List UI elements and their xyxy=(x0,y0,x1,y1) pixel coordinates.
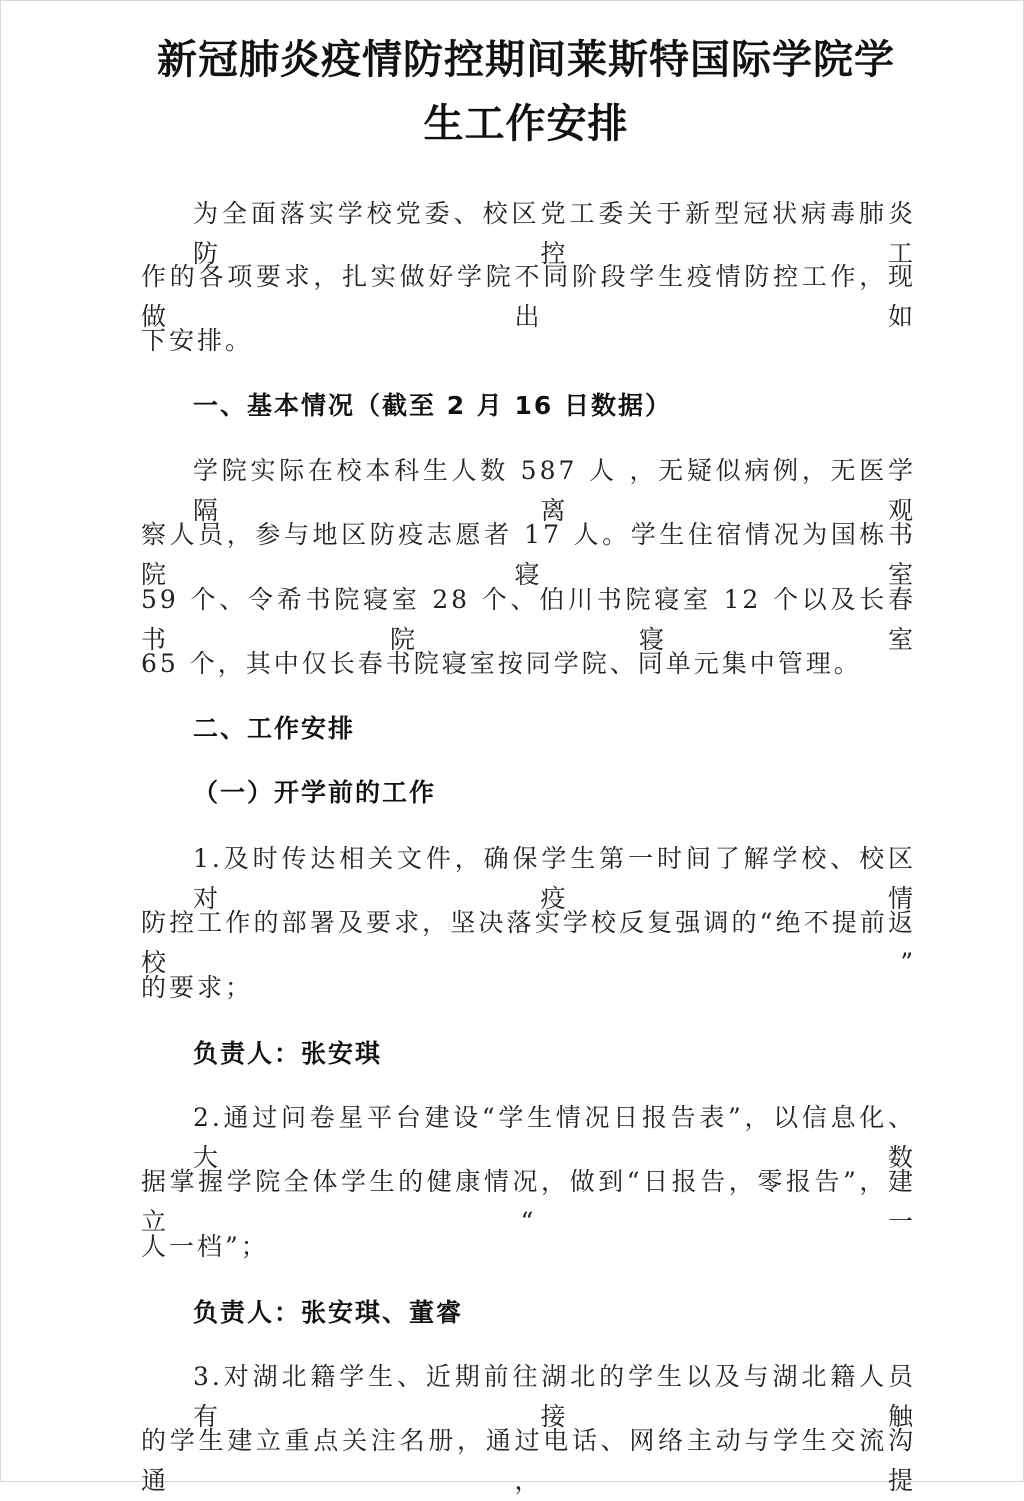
intro-line-1: 为全面落实学校党委、校区党工委关于新型冠状病毒肺炎防控工 xyxy=(193,199,916,268)
item2-owner: 负责人：张安琪、董睿 xyxy=(193,1298,464,1327)
document-title-line-1: 新冠肺炎疫情防控期间莱斯特国际学院学 xyxy=(157,37,895,83)
item2-line-3: 人一档”； xyxy=(141,1232,269,1261)
item2-line-2: 据掌握学院全体学生的健康情况，做到“日报告，零报告”，建立“一 xyxy=(141,1167,916,1236)
section1-line-3: 59 个、令希书院寝室 28 个、伯川书院寝室 12 个以及长春书院寝室 xyxy=(141,585,916,654)
section1-heading: 一、基本情况（截至 2 月 16 日数据） xyxy=(193,391,673,420)
intro-line-2: 作的各项要求，扎实做好学院不同阶段学生疫情防控工作，现做出如 xyxy=(141,262,916,331)
item1-owner: 负责人：张安琪 xyxy=(193,1039,383,1068)
item1-line-3: 的要求； xyxy=(141,973,254,1002)
item2-line-1: 2.通过问卷星平台建设“学生情况日报告表”，以信息化、大数 xyxy=(193,1103,916,1172)
section1-line-4: 65 个，其中仅长春书院寝室按同学院、同单元集中管理。 xyxy=(141,649,862,678)
item1-line-2: 防控工作的部署及要求，坚决落实学校反复强调的“绝不提前返校” xyxy=(141,908,916,977)
subsection1-heading: （一）开学前的工作 xyxy=(193,778,437,807)
section1-line-1: 学院实际在校本科生人数 587 人 ，无疑似病例，无医学隔离观 xyxy=(193,456,916,525)
section1-line-2: 察人员，参与地区防疫志愿者 17 人。学生住宿情况为国栋书院寝室 xyxy=(141,520,916,589)
intro-line-3: 下安排。 xyxy=(141,326,254,355)
item3-line-2: 的学生建立重点关注名册，通过电话、网络主动与学生交流沟通，提 xyxy=(141,1426,916,1495)
item1-line-1: 1.及时传达相关文件，确保学生第一时间了解学校、校区对疫情 xyxy=(193,844,916,913)
section2-heading: 二、工作安排 xyxy=(193,714,356,743)
document-title-line-2: 生工作安排 xyxy=(423,101,629,147)
item3-line-1: 3.对湖北籍学生、近期前往湖北的学生以及与湖北籍人员有接触 xyxy=(193,1362,916,1431)
